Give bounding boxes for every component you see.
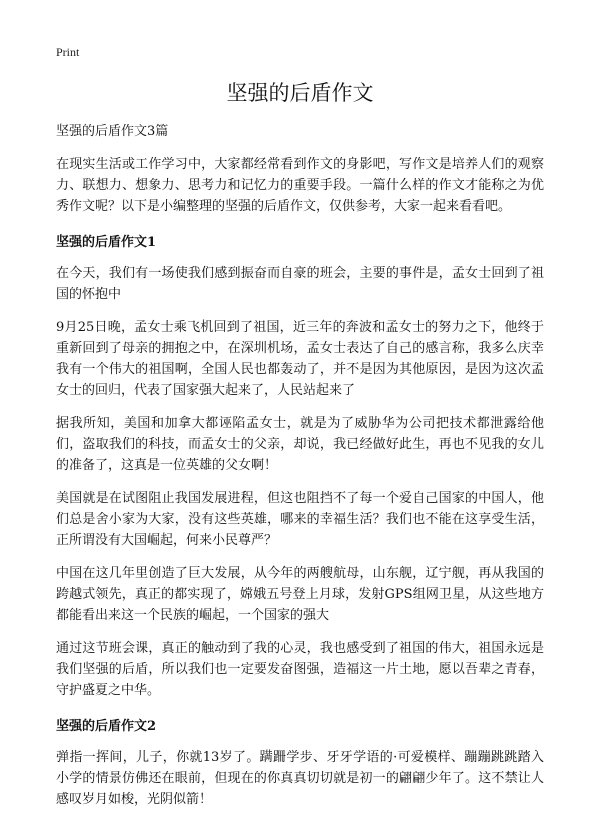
paragraph: 美国就是在试图阻止我国发展进程，但这也阻挡不了每一个爱自己国家的中国人，他们总是舍小家为大家，没有这些英雄，哪来的幸福生活？我们也不能在这享受生活，正所谓没有大国崛起，何来小民尊严？ [56,491,544,548]
paragraph: 在今天，我们有一场使我们感到振奋而自豪的班会，主要的事件是，孟女士回到了祖国的怀抱中 [56,266,544,302]
paragraph: 通过这节班会课，真正的触动到了我的心灵，我也感受到了祖国的伟大，祖国永远是我们坚强的后盾，所以我们也一定要发奋图强，造福这一片土地，愿以吾辈之青春，守护盛夏之中华。 [56,641,544,698]
document-title: 坚强的后盾作文 [226,81,374,105]
document-subtitle: 坚强的后盾作文3篇 [56,124,169,139]
intro-paragraph: 在现实生活或工作学习中，大家都经常看到作文的身影吧，写作文是培养人们的观察力、联想力、想象力、思考力和记忆力的重要手段。一篇什么样的作文才能称之为优秀作文呢？以下是小编整理的坚强的后盾作文，仅供参考，大家一起来看看吧。 [56,157,544,214]
section-heading: 坚强的后盾作文2 [56,719,157,734]
essay-section-2 [56,717,544,810]
paragraph: 据我所知，美国和加拿大都诬陷孟女士，就是为了威胁华为公司把技术都泄露给他们，盗取我们的科技，而孟女士的父亲，却说，我已经做好此生，再也不见我的女儿的准备了，这真是一位英雄的父女啊！ [56,416,544,473]
section-heading: 坚强的后盾作文1 [56,235,157,250]
print-label: Print [56,45,80,59]
paragraph: 9月25日晚，孟女士乘飞机回到了祖国，近三年的奔波和孟女士的努力之下，他终于重新回到了母亲的拥抱之中，在深圳机场，孟女士表达了自己的感言称，我多么庆幸我有一个伟大的祖国啊，全国人民也都轰动了，并不是因为其他原因，是因为这次孟女士的回归，代表了国家强大起来了，人民站起来了 [56,320,544,398]
paragraph: 中国在这几年里创造了巨大发展，从今年的两艘航母，山东舰，辽宁舰，再从我国的跨越式领先，真正的都实现了，嫦娥五号登上月球，发射GPS组网卫星，从这些地方都能看出来这一个民族的崛起，一个国家的强大 [56,566,544,623]
paragraph: 弹指一挥间，儿子，你就13岁了。蹒跚学步、牙牙学语的·可爱模样、蹦蹦跳跳踏入小学的情景仿佛还在眼前，但现在的你真真切切就是初一的翩翩少年了。这不禁让人感叹岁月如梭，光阴似箭！ [56,750,544,807]
essay-section-1 [56,233,544,701]
